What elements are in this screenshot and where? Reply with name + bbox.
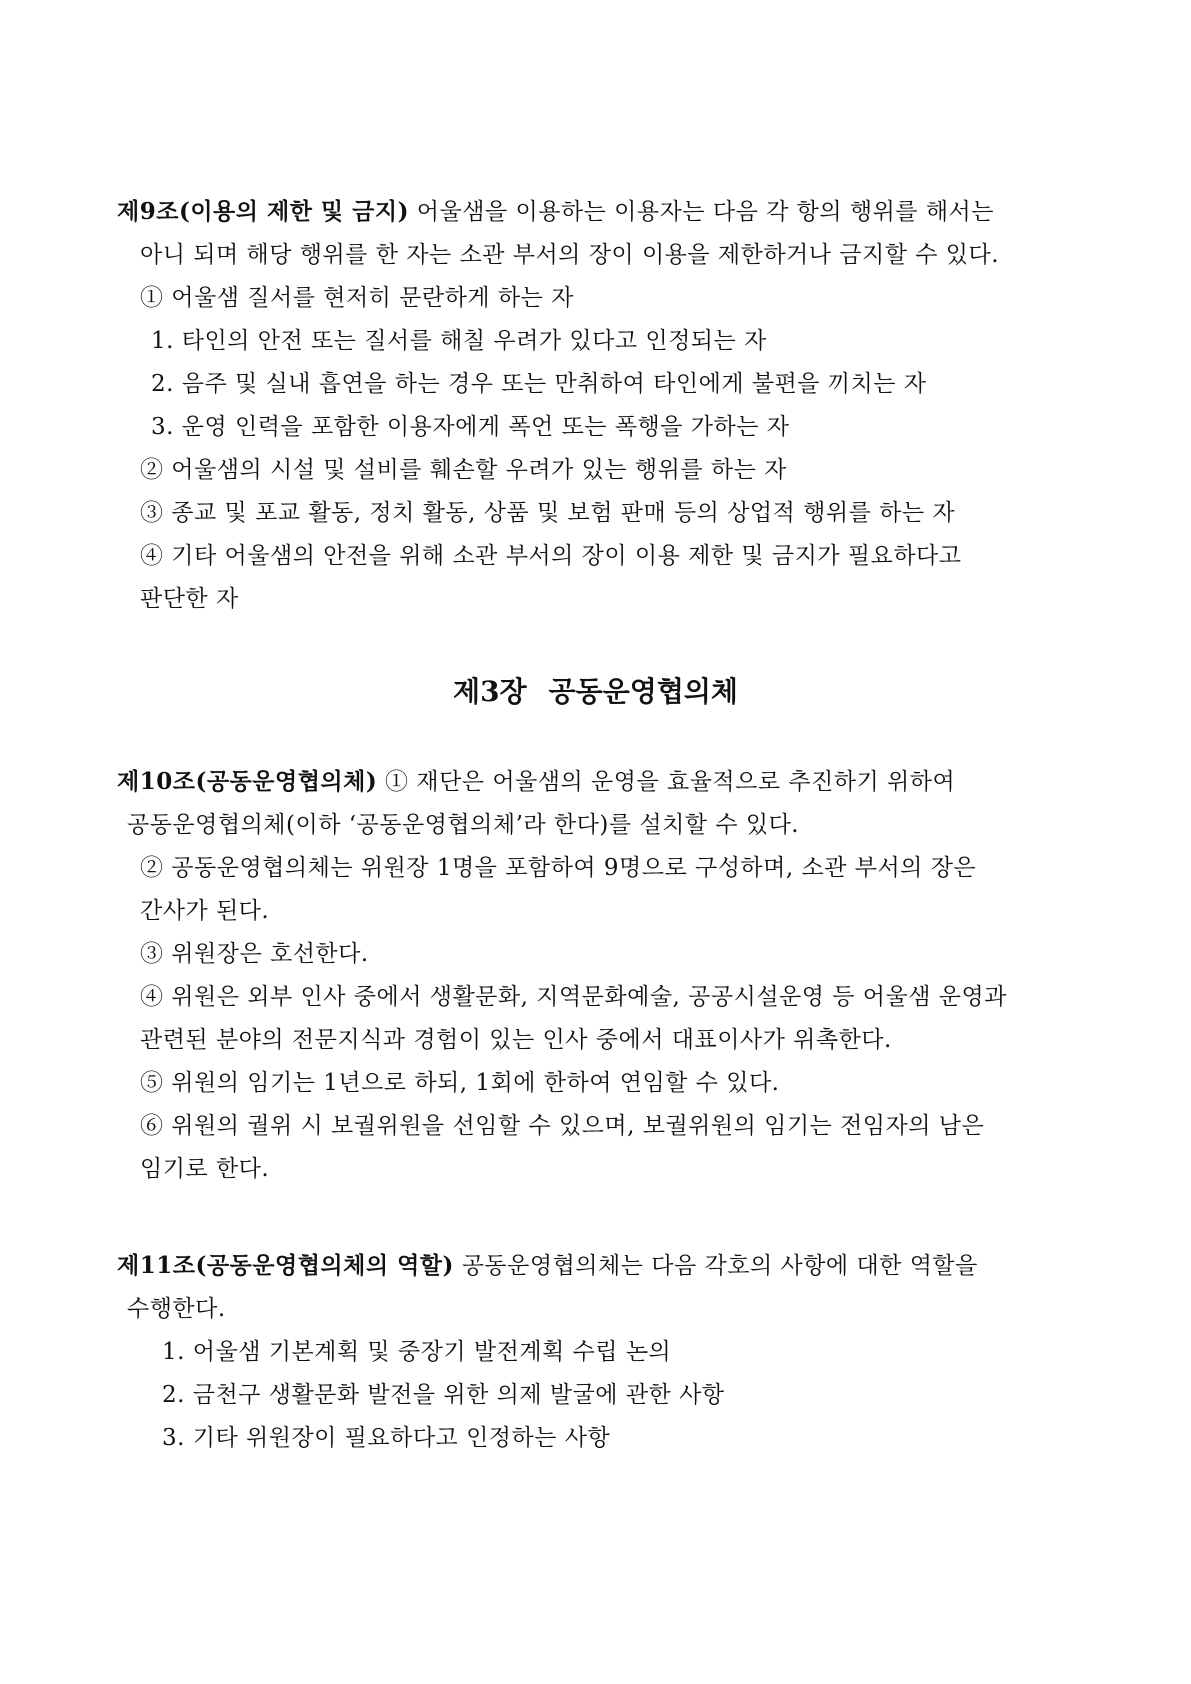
article-9-line-1 bbox=[117, 197, 994, 227]
article-9-item-4-line-2: 판단한 자 bbox=[140, 586, 239, 612]
article-10-item-4-line-1: ④ 위원은 외부 인사 중에서 생활문화, 지역문화예술, 공공시설운영 등 어울샘 운영과 bbox=[140, 984, 1007, 1010]
article-9-item-3: ③ 종교 및 포교 활동, 정치 활동, 상품 및 보험 판매 등의 상업적 행위를 하는 자 bbox=[140, 500, 956, 526]
article-10-item-6-line-1: ⑥ 위원의 궐위 시 보궐위원을 선임할 수 있으며, 보궐위원의 임기는 전임자의 남은 bbox=[140, 1113, 985, 1139]
article-11-subitem-1: 1. 어울샘 기본계획 및 중장기 발전계획 수립 논의 bbox=[162, 1339, 672, 1365]
article-11-subitem-2: 2. 금천구 생활문화 발전을 위한 의제 발굴에 관한 사항 bbox=[162, 1382, 725, 1408]
article-11-subitem-3: 3. 기타 위원장이 필요하다고 인정하는 사항 bbox=[162, 1425, 611, 1451]
article-10-line-1 bbox=[117, 767, 955, 797]
article-9-heading: 제9조(이용의 제한 및 금지) bbox=[117, 198, 409, 225]
article-9-line-2: 아니 되며 해당 행위를 한 자는 소관 부서의 장이 이용을 제한하거나 금지할 수 있다. bbox=[140, 242, 1000, 268]
article-9-intro: 어울샘을 이용하는 이용자는 다음 각 항의 행위를 해서는 bbox=[408, 199, 994, 225]
article-10-intro: ① 재단은 어울샘의 운영을 효율적으로 추진하기 위하여 bbox=[377, 769, 956, 795]
article-9-subitem-3: 3. 운영 인력을 포함한 이용자에게 폭언 또는 폭행을 가하는 자 bbox=[151, 414, 790, 440]
article-9-item-2: ② 어울샘의 시설 및 설비를 훼손할 우려가 있는 행위를 하는 자 bbox=[140, 457, 787, 483]
article-9-item-1: ① 어울샘 질서를 현저히 문란하게 하는 자 bbox=[140, 285, 574, 311]
article-10-heading: 제10조(공동운영협의체) bbox=[117, 768, 378, 795]
chapter-title: 공동운영협의체 bbox=[548, 675, 738, 708]
article-10-item-3: ③ 위원장은 호선한다. bbox=[140, 941, 369, 967]
article-10-item-6-line-2: 임기로 한다. bbox=[140, 1156, 270, 1182]
article-9-item-4-line-1: ④ 기타 어울샘의 안전을 위해 소관 부서의 장이 이용 제한 및 금지가 필요하다고 bbox=[140, 543, 962, 569]
article-10-item-2-line-2: 간사가 된다. bbox=[140, 898, 270, 924]
article-11-heading: 제11조(공동운영협의체의 역할) bbox=[117, 1252, 454, 1279]
article-11-line-2: 수행한다. bbox=[127, 1296, 226, 1322]
article-10-line-2: 공동운영협의체(이하 ‘공동운영협의체’라 한다)를 설치할 수 있다. bbox=[127, 812, 800, 838]
article-9-subitem-2: 2. 음주 및 실내 흡연을 하는 경우 또는 만취하여 타인에게 불편을 끼치는 자 bbox=[151, 371, 927, 397]
article-10-item-5: ⑤ 위원의 임기는 1년으로 하되, 1회에 한하여 연임할 수 있다. bbox=[140, 1070, 780, 1096]
article-9-subitem-1: 1. 타인의 안전 또는 질서를 해칠 우려가 있다고 인정되는 자 bbox=[151, 328, 767, 354]
article-10-item-2-line-1: ② 공동운영협의체는 위원장 1명을 포함하여 9명으로 구성하며, 소관 부서의 장은 bbox=[140, 855, 977, 881]
chapter-number: 제3장 bbox=[453, 675, 527, 708]
article-11-intro: 공동운영협의체는 다음 각호의 사항에 대한 역할을 bbox=[453, 1253, 978, 1279]
chapter-3-heading bbox=[0, 674, 1191, 710]
article-11-line-1 bbox=[117, 1251, 978, 1281]
article-10-item-4-line-2: 관련된 분야의 전문지식과 경험이 있는 인사 중에서 대표이사가 위촉한다. bbox=[140, 1027, 892, 1053]
